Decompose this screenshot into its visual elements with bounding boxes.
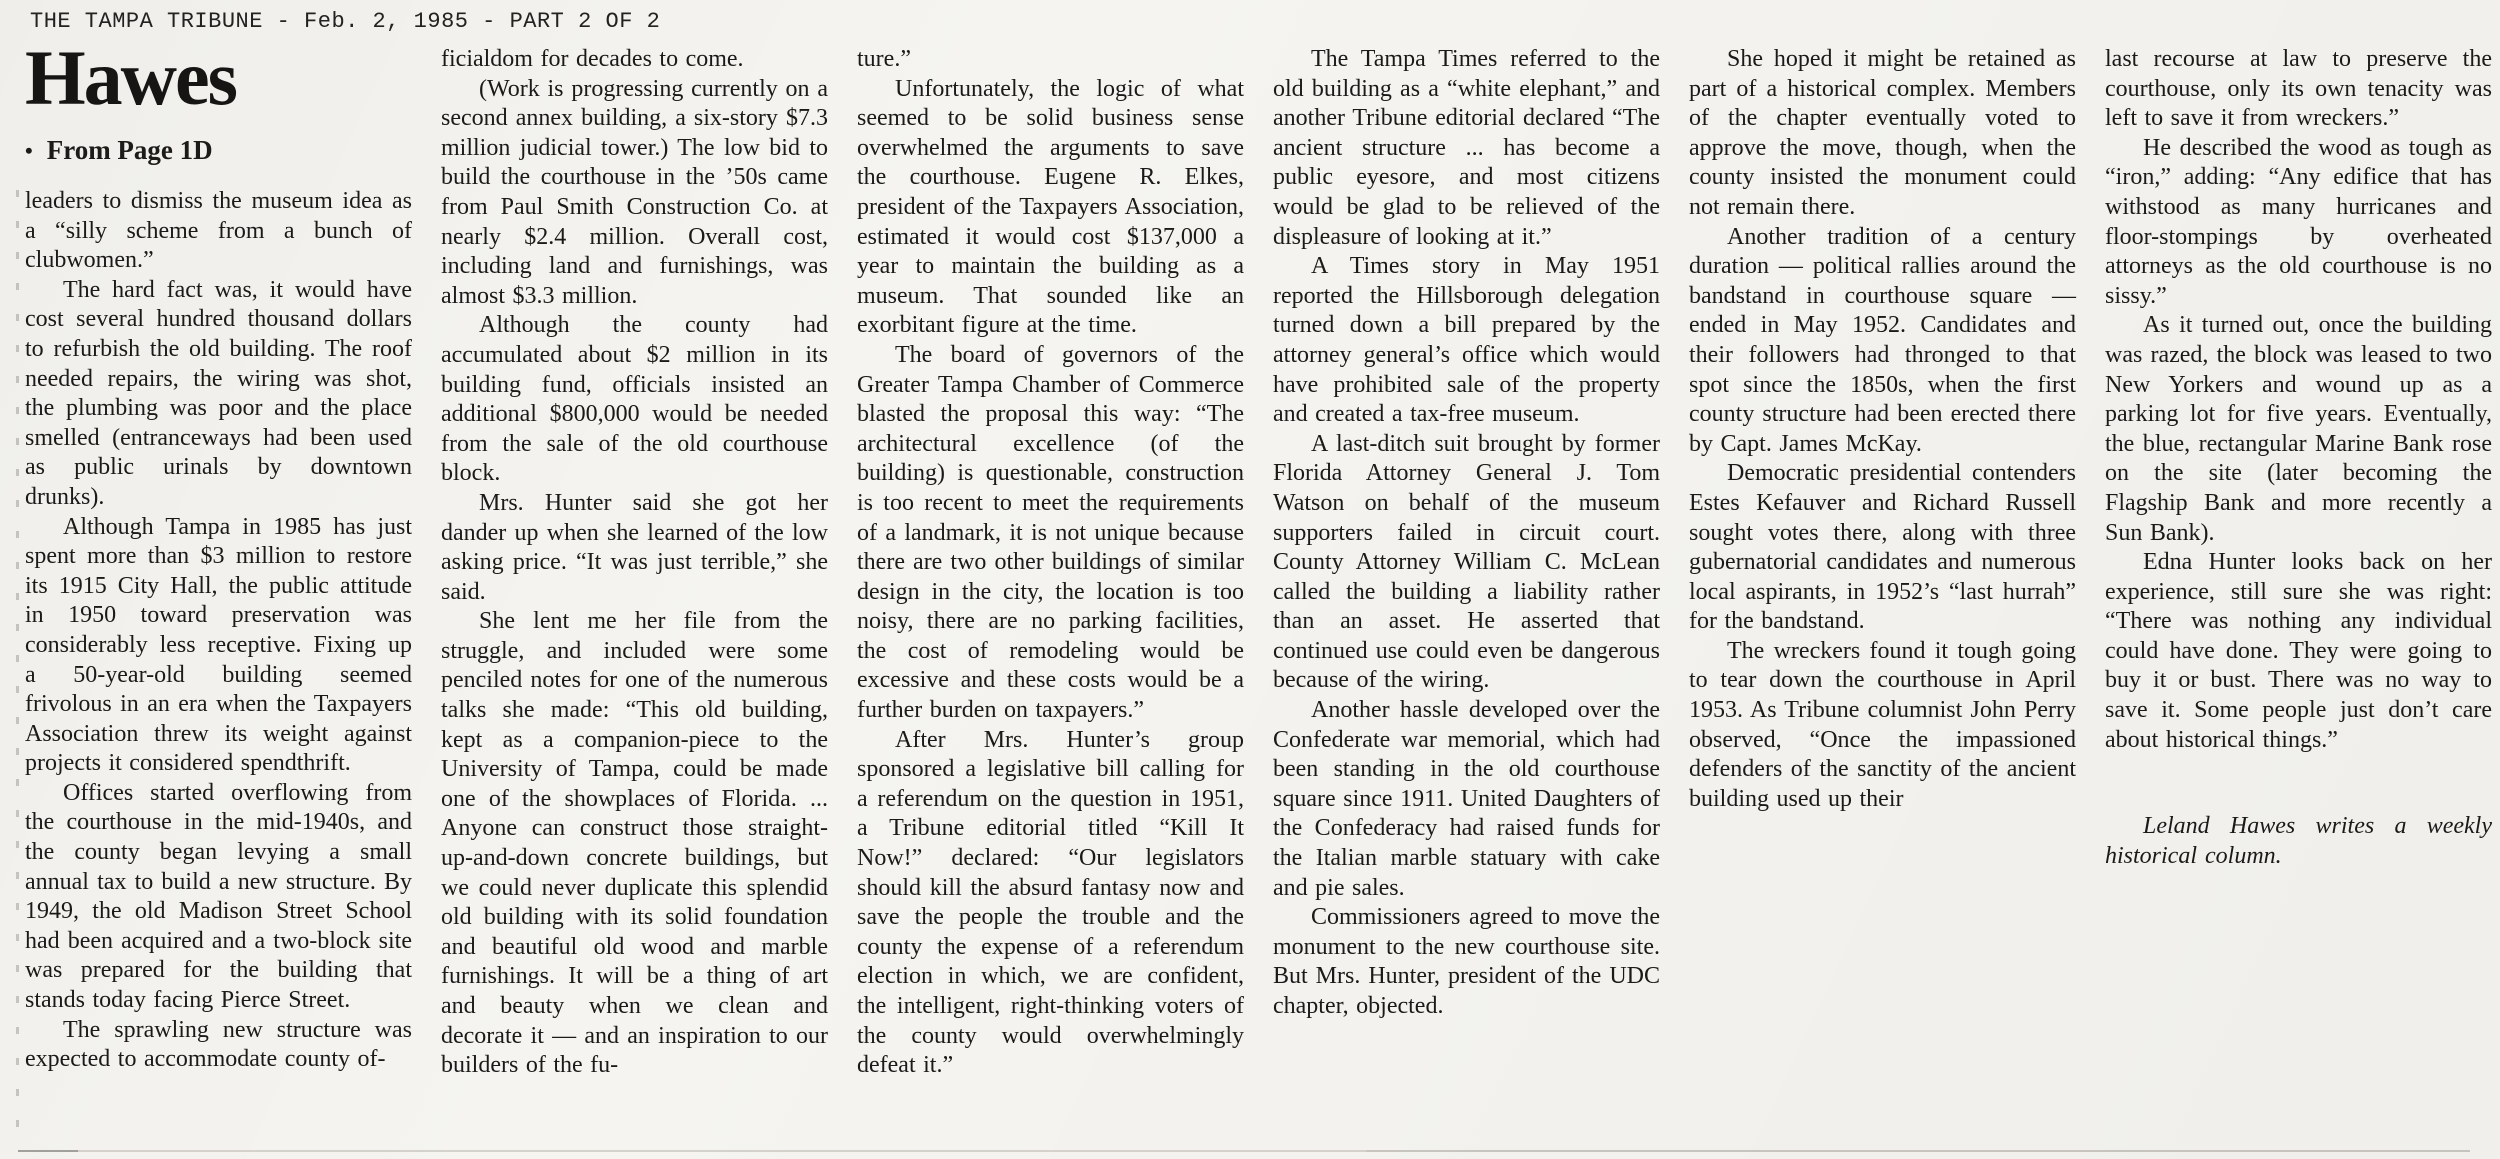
paragraph: She hoped it might be retained as part of a historical complex. Members of the chapter eventually voted to approve the move, though, when the county insisted the monument could not remain there. [1689, 46, 2076, 220]
paragraph: Edna Hunter looks back on her experience, still sure she was right: “There was nothing any individual could have done. They were going to buy it or bust. There was no way to save it. Some people just don’t care about historical things.” [2105, 549, 2492, 753]
masthead-dateline: THE TAMPA TRIBUNE - Feb. 2, 1985 - PART 2 OF 2 [30, 9, 661, 34]
column-4 [1273, 45, 1660, 1022]
column-4-text [1273, 45, 1660, 1022]
paragraph: The Tampa Times referred to the old building as a “white elephant,” and another Tribune editorial declared “The ancient structure ... has become a public eyesore, and most citizens would be glad to be relieved of the displeasure of looking at it.” [1273, 46, 1660, 250]
paragraph: He described the wood as tough as “iron,” adding: “Any edifice that has withstood as many hurricanes and floor-stompings by overheated attorneys as the old courthouse is no sissy.” [2105, 134, 2492, 309]
paragraph: The sprawling new structure was expected to accommodate county of- [25, 1016, 412, 1073]
paragraph: Unfortunately, the logic of what seemed to be solid business sense overwhelmed the arguments to save the courthouse. Eugene R. Elkes, president of the Taxpayers Association, estimated it would cost $137,000 a year to maintain the building as a museum. That sounded like an exorbitant figure at the time. [857, 75, 1244, 339]
column-3-text [857, 45, 1244, 1081]
paragraph: Another hassle developed over the Confederate war memorial, which had been standing in the old courthouse square since 1911. United Daughters of the Confederacy had raised funds for the Italian marble statuary with cake and pie sales. [1273, 697, 1660, 901]
continuation-label: From Page 1D [46, 135, 213, 165]
paragraph: A last-ditch suit brought by former Florida Attorney General J. Tom Watson on behalf of the museum supporters failed in circuit court. County Attorney William C. McLean called the building a liability rather than an asset. He asserted that continued use could even be dangerous because of the wiring. [1273, 430, 1660, 694]
paragraph: The board of governors of the Greater Tampa Chamber of Commerce blasted the proposal this way: “The architectural excellence (of the building) is questionable, construction is too recent to meet the requirements of a landmark, it is not unique because there are two other buildings of similar design in the city, the location is too noisy, there are no parking facilities, the cost of remodeling would be excessive and these costs would be a further burden on taxpayers.” [857, 341, 1244, 724]
paragraph: last recourse at law to preserve the courthouse, only its own tenacity was left to save it from wreckers.” [2105, 46, 2492, 132]
paragraph: Mrs. Hunter said she got her dander up when she learned of the low asking price. “It was just terrible,” she said. [441, 489, 828, 605]
column-6-text [2105, 45, 2492, 755]
article-header [25, 34, 412, 166]
paragraph: After Mrs. Hunter’s group sponsored a legislative bill calling for a referendum on the question in 1951, a Tribune editorial titled “Kill It Now!” declared: “Our legislators should kill the absurd fantasy now and save the people the trouble and the county the expense of a referendum election in which, we are confident, the intelligent, right-thinking voters of the county would overwhelmingly defeat it.” [857, 726, 1244, 1079]
headline: Hawes [25, 34, 236, 121]
paragraph: Democratic presidential contenders Estes Kefauver and Richard Russell sought votes there, along with three gubernatorial candidates and numerous local aspirants, in 1952’s “last hurrah” for the bandstand. [1689, 460, 2076, 635]
column-1-text [25, 187, 412, 1075]
paragraph: The hard fact was, it would have cost several hundred thousand dollars to refurbish the old building. The roof needed repairs, the wiring was shot, the plumbing was poor and the place smelled (entranceways had been used as public urinals by downtown drunks). [25, 276, 412, 510]
column-5 [1689, 45, 2076, 814]
paragraph: The wreckers found it tough going to tear down the courthouse in April 1953. As Tribune columnist John Perry observed, “Once the impassioned defenders of the sanctity of the ancient building used up their [1689, 637, 2076, 812]
paragraph: She lent me her file from the struggle, and included were some penciled notes for one of the numerous talks she made: “This old building, kept as a companion-piece to the University of Tampa, could be made one of the showplaces of Florida. ... Anyone can construct those straight-up-and-down concrete buildings, but we could never duplicate this splendid old building with its solid foundation and beautiful old wood and marble furnishings. It will be a thing of art and beauty when we clean and decorate it — and an inspiration to our builders of the fu- [441, 608, 828, 1079]
paragraph: Another tradition of a century duration — political rallies around the bandstand in courthouse square — ended in May 1952. Candidates and their followers had thronged to that spot since the 1850s, when the first county structure had been erected there by Capt. James McKay. [1689, 223, 2076, 457]
paragraph: Offices started overflowing from the courthouse in the mid-1940s, and the county began levying a small annual tax to build a new structure. By 1949, the old Madison Street School had been acquired and a two-block site was prepared for the building that stands today facing Pierce Street. [25, 779, 412, 1014]
bullet-icon: • [25, 137, 33, 163]
author-byline: Leland Hawes writes a weekly historical column. [2105, 813, 2492, 870]
paragraph: Although Tampa in 1985 has just spent more than $3 million to restore its 1915 City Hall, the public attitude in 1950 toward preservation was considerably less receptive. Fixing up a 50-year-old building seemed frivolous in an era when the Taxpayers Association threw its weight against projects it considered spendthrift. [25, 513, 412, 777]
column-6 [2105, 45, 2492, 871]
scan-column-rule-marks [16, 190, 19, 1130]
bottom-rule [18, 1150, 2470, 1152]
column-2 [441, 45, 828, 1081]
paragraph: As it turned out, once the building was razed, the block was leased to two New Yorkers and wound up as a parking lot for five years. Eventually, the blue, rectangular Marine Bank rose on the site (later becoming the Flagship Bank and more recently a Sun Bank). [2105, 312, 2492, 546]
column-2-text [441, 45, 828, 1081]
paragraph: leaders to dismiss the museum idea as a “silly scheme from a bunch of clubwomen.” [25, 188, 412, 274]
column-1 [25, 34, 412, 1075]
paragraph: A Times story in May 1951 reported the Hillsborough delegation turned down a bill prepared by the attorney general’s office which would have prohibited sale of the property and created a tax-free museum. [1273, 253, 1660, 428]
paragraph: Although the county had accumulated about $2 million in its building fund, officials insisted an additional $800,000 would be needed from the sale of the old courthouse block. [441, 312, 828, 487]
paragraph: (Work is progressing currently on a second annex building, a six-story $7.3 million judicial tower.) The low bid to build the courthouse in the ’50s came from Paul Smith Construction Co. at nearly $2.4 million. Overall cost, including land and furnishings, was almost $3.3 million. [441, 75, 828, 309]
column-3 [857, 45, 1244, 1081]
paragraph: ture.” [857, 46, 911, 72]
continuation-note [25, 135, 412, 166]
column-5-text [1689, 45, 2076, 814]
article-columns [0, 35, 2500, 1081]
paragraph: Commissioners agreed to move the monument to the new courthouse site. But Mrs. Hunter, president of the UDC chapter, objected. [1273, 904, 1660, 1019]
paragraph: ficialdom for decades to come. [441, 46, 744, 72]
